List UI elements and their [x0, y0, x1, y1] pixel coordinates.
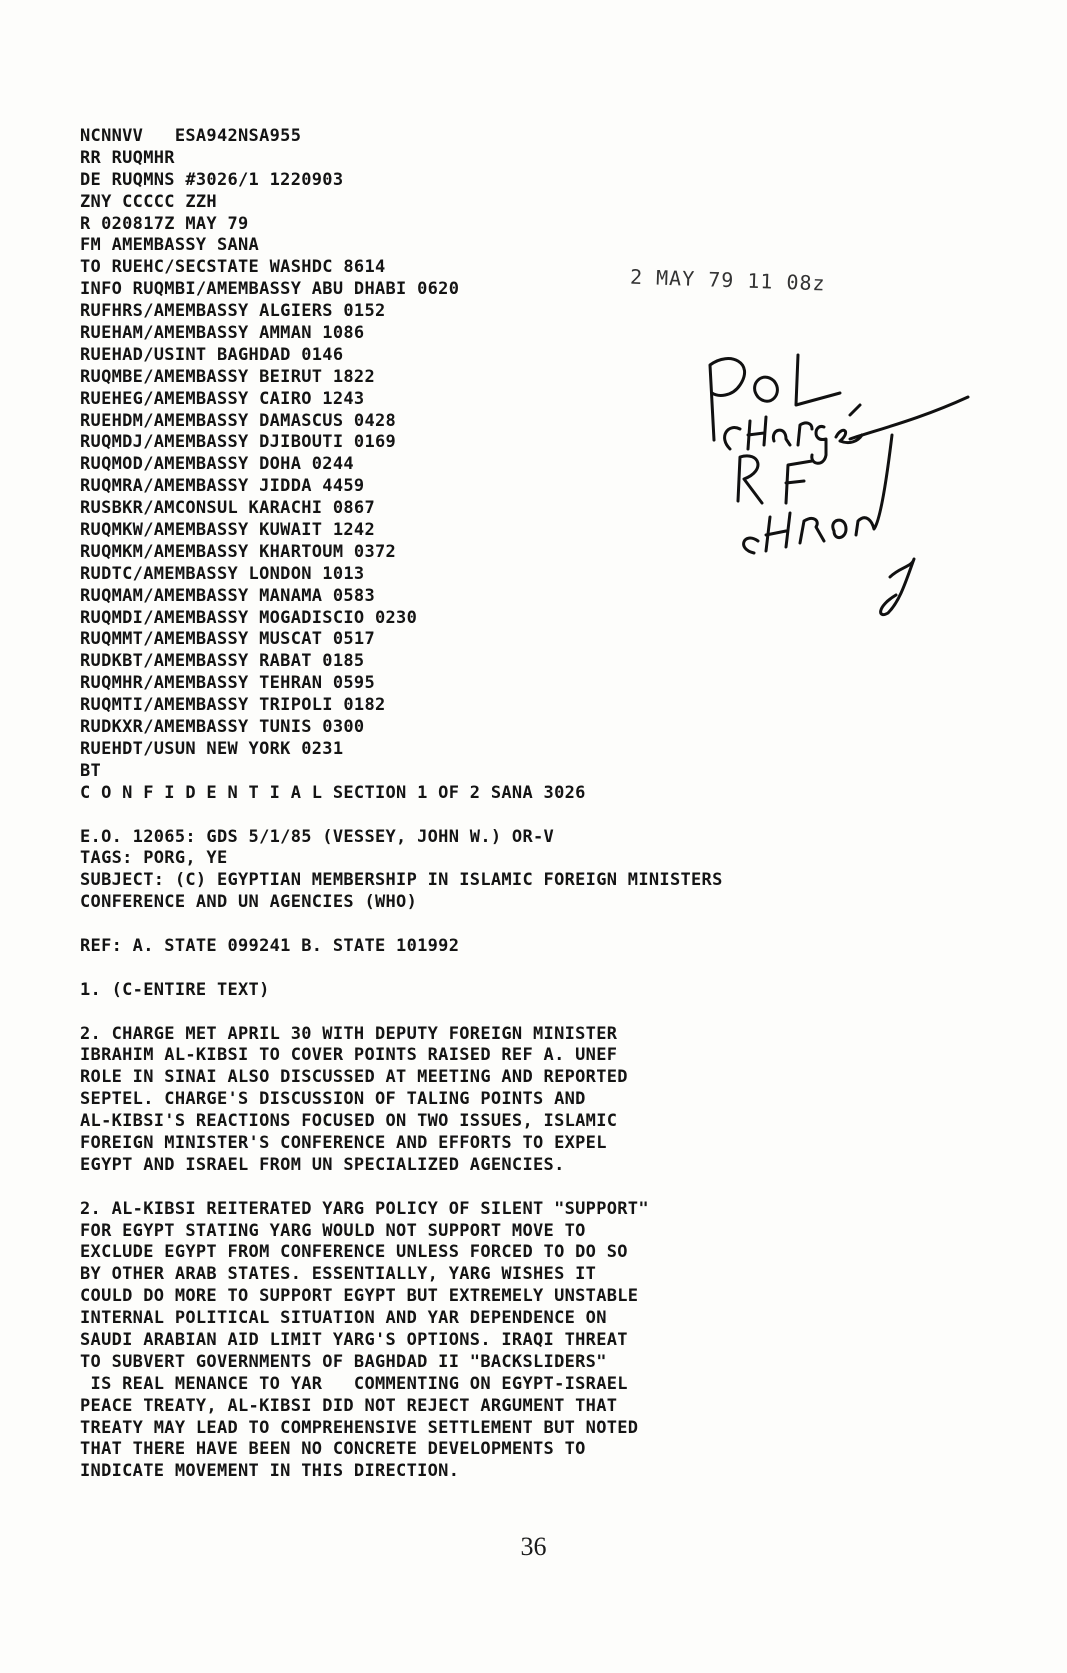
paragraph-line: COULD DO MORE TO SUPPORT EGYPT BUT EXTREMELY UNSTABLE — [80, 1286, 639, 1307]
paragraph-line: IS REAL MENANCE TO YAR COMMENTING ON EGYPT-ISRAEL — [80, 1373, 628, 1394]
paragraph-line: INDICATE MOVEMENT IN THIS DIRECTION. — [80, 1461, 460, 1482]
addressee-line: RUQMAM/AMEMBASSY MANAMA 0583 — [80, 585, 375, 606]
addressee-line: RUQMKM/AMEMBASSY KHARTOUM 0372 — [80, 541, 397, 562]
addressee-line: RUQMMT/AMEMBASSY MUSCAT 0517 — [80, 629, 375, 650]
blank-line — [80, 958, 940, 980]
header-line: NCNNVV ESA942NSA955 — [80, 126, 302, 146]
metadata-block — [80, 827, 940, 915]
addressee-line: RUEHDT/USUN NEW YORK 0231 — [80, 738, 344, 759]
paragraph-line: IBRAHIM AL-KIBSI TO COVER POINTS RAISED REF A. UNEF — [80, 1045, 618, 1066]
subject-line: CONFERENCE AND UN AGENCIES (WHO) — [80, 892, 418, 913]
addressee-line: RUEHAM/AMEMBASSY AMMAN 1086 — [80, 323, 365, 344]
paragraph-line: TREATY MAY LEAD TO COMPREHENSIVE SETTLEMENT BUT NOTED — [80, 1417, 639, 1438]
addressee-line: RUFHRS/AMEMBASSY ALGIERS 0152 — [80, 301, 386, 322]
paragraph-line: FOR EGYPT STATING YARG WOULD NOT SUPPORT MOVE TO — [80, 1220, 586, 1241]
header-line: R 020817Z MAY 79 — [80, 213, 249, 234]
blank-line — [80, 914, 940, 936]
paragraph-line: 2. AL-KIBSI REITERATED YARG POLICY OF SILENT "SUPPORT" — [80, 1198, 649, 1219]
paragraph-1: 1. (C-ENTIRE TEXT) — [80, 979, 270, 1000]
header-line: TO RUEHC/SECSTATE WASHDC 8614 — [80, 257, 386, 278]
paragraph-line: SEPTEL. CHARGE'S DISCUSSION OF TALING POINTS AND — [80, 1089, 586, 1110]
addressee-line: RUDTC/AMEMBASSY LONDON 1013 — [80, 563, 365, 584]
paragraph-line: FOREIGN MINISTER'S CONFERENCE AND EFFORTS TO EXPEL — [80, 1132, 607, 1153]
paragraph-line: EGYPT AND ISRAEL FROM UN SPECIALIZED AGENCIES. — [80, 1154, 565, 1175]
header-line: FM AMEMBASSY SANA — [80, 235, 260, 256]
subject-line: SUBJECT: (C) EGYPTIAN MEMBERSHIP IN ISLAMIC FOREIGN MINISTERS — [80, 870, 723, 891]
paragraph-line: SAUDI ARABIAN AID LIMIT YARG'S OPTIONS. IRAQI THREAT — [80, 1329, 628, 1350]
addressee-line: RUQMKW/AMEMBASSY KUWAIT 1242 — [80, 520, 375, 541]
paragraph-line: TO SUBVERT GOVERNMENTS OF BAGHDAD II "BACKSLIDERS" — [80, 1351, 607, 1372]
addressee-line: RUEHEG/AMEMBASSY CAIRO 1243 — [80, 388, 365, 409]
paragraph-3 — [80, 1199, 940, 1484]
paragraph-line: AL-KIBSI'S REACTIONS FOCUSED ON TWO ISSUES, ISLAMIC — [80, 1111, 618, 1132]
blank-line — [80, 805, 940, 827]
tags-line: TAGS: PORG, YE — [80, 848, 228, 869]
addressee-line: RUQMDJ/AMEMBASSY DJIBOUTI 0169 — [80, 432, 397, 453]
header-line: ZNY CCCCC ZZH — [80, 191, 217, 212]
reference-line: REF: A. STATE 099241 B. STATE 101992 — [80, 935, 460, 956]
addressee-line: RUEHAD/USINT BAGHDAD 0146 — [80, 344, 344, 365]
blank-line — [80, 1177, 940, 1199]
page-number: 36 — [520, 1532, 547, 1561]
paragraph-line: BY OTHER ARAB STATES. ESSENTIALLY, YARG WISHES IT — [80, 1264, 597, 1285]
handwritten-routing-signature — [700, 345, 980, 645]
paragraph-2 — [80, 1024, 940, 1177]
paragraph-line: THAT THERE HAVE BEEN NO CONCRETE DEVELOPMENTS TO — [80, 1439, 586, 1460]
addressee-line: RUDKBT/AMEMBASSY RABAT 0185 — [80, 651, 365, 672]
addressee-line: RUDKXR/AMEMBASSY TUNIS 0300 — [80, 717, 365, 738]
paragraph-line: PEACE TREATY, AL-KIBSI DID NOT REJECT ARGUMENT THAT — [80, 1395, 618, 1416]
paragraph-line: EXCLUDE EGYPT FROM CONFERENCE UNLESS FORCED TO DO SO — [80, 1242, 628, 1263]
classification-line: C O N F I D E N T I A L SECTION 1 OF 2 SANA 3026 — [80, 782, 586, 803]
addressee-line: RUQMDI/AMEMBASSY MOGADISCIO 0230 — [80, 607, 418, 628]
addressee-line: RUQMBE/AMEMBASSY BEIRUT 1822 — [80, 366, 375, 387]
header-line: RR RUQMHR — [80, 147, 175, 168]
addressee-line: RUQMOD/AMEMBASSY DOHA 0244 — [80, 454, 354, 475]
addressee-line: RUQMHR/AMEMBASSY TEHRAN 0595 — [80, 673, 375, 694]
paragraph-line: INTERNAL POLITICAL SITUATION AND YAR DEPENDENCE ON — [80, 1308, 607, 1329]
addressee-line: RUSBKR/AMCONSUL KARACHI 0867 — [80, 498, 375, 519]
paragraph-line: ROLE IN SINAI ALSO DISCUSSED AT MEETING AND REPORTED — [80, 1067, 628, 1088]
header-line: DE RUQMNS #3026/1 1220903 — [80, 169, 344, 190]
blank-line — [80, 1002, 940, 1024]
paragraph-line: 2. CHARGE MET APRIL 30 WITH DEPUTY FOREIGN MINISTER — [80, 1023, 618, 1044]
addressee-line: RUQMRA/AMEMBASSY JIDDA 4459 — [80, 476, 365, 497]
break-line: BT — [80, 760, 102, 781]
addressee-line: RUQMTI/AMEMBASSY TRIPOLI 0182 — [80, 695, 386, 716]
eo-line: E.O. 12065: GDS 5/1/85 (VESSEY, JOHN W.) OR-V — [80, 826, 555, 847]
received-date-stamp: 2 MAY 79 11 08z — [629, 264, 826, 296]
header-line: INFO RUQMBI/AMEMBASSY ABU DHABI 0620 — [80, 279, 460, 300]
telegram-body — [80, 126, 940, 1483]
addressee-line: RUEHDM/AMEMBASSY DAMASCUS 0428 — [80, 410, 397, 431]
